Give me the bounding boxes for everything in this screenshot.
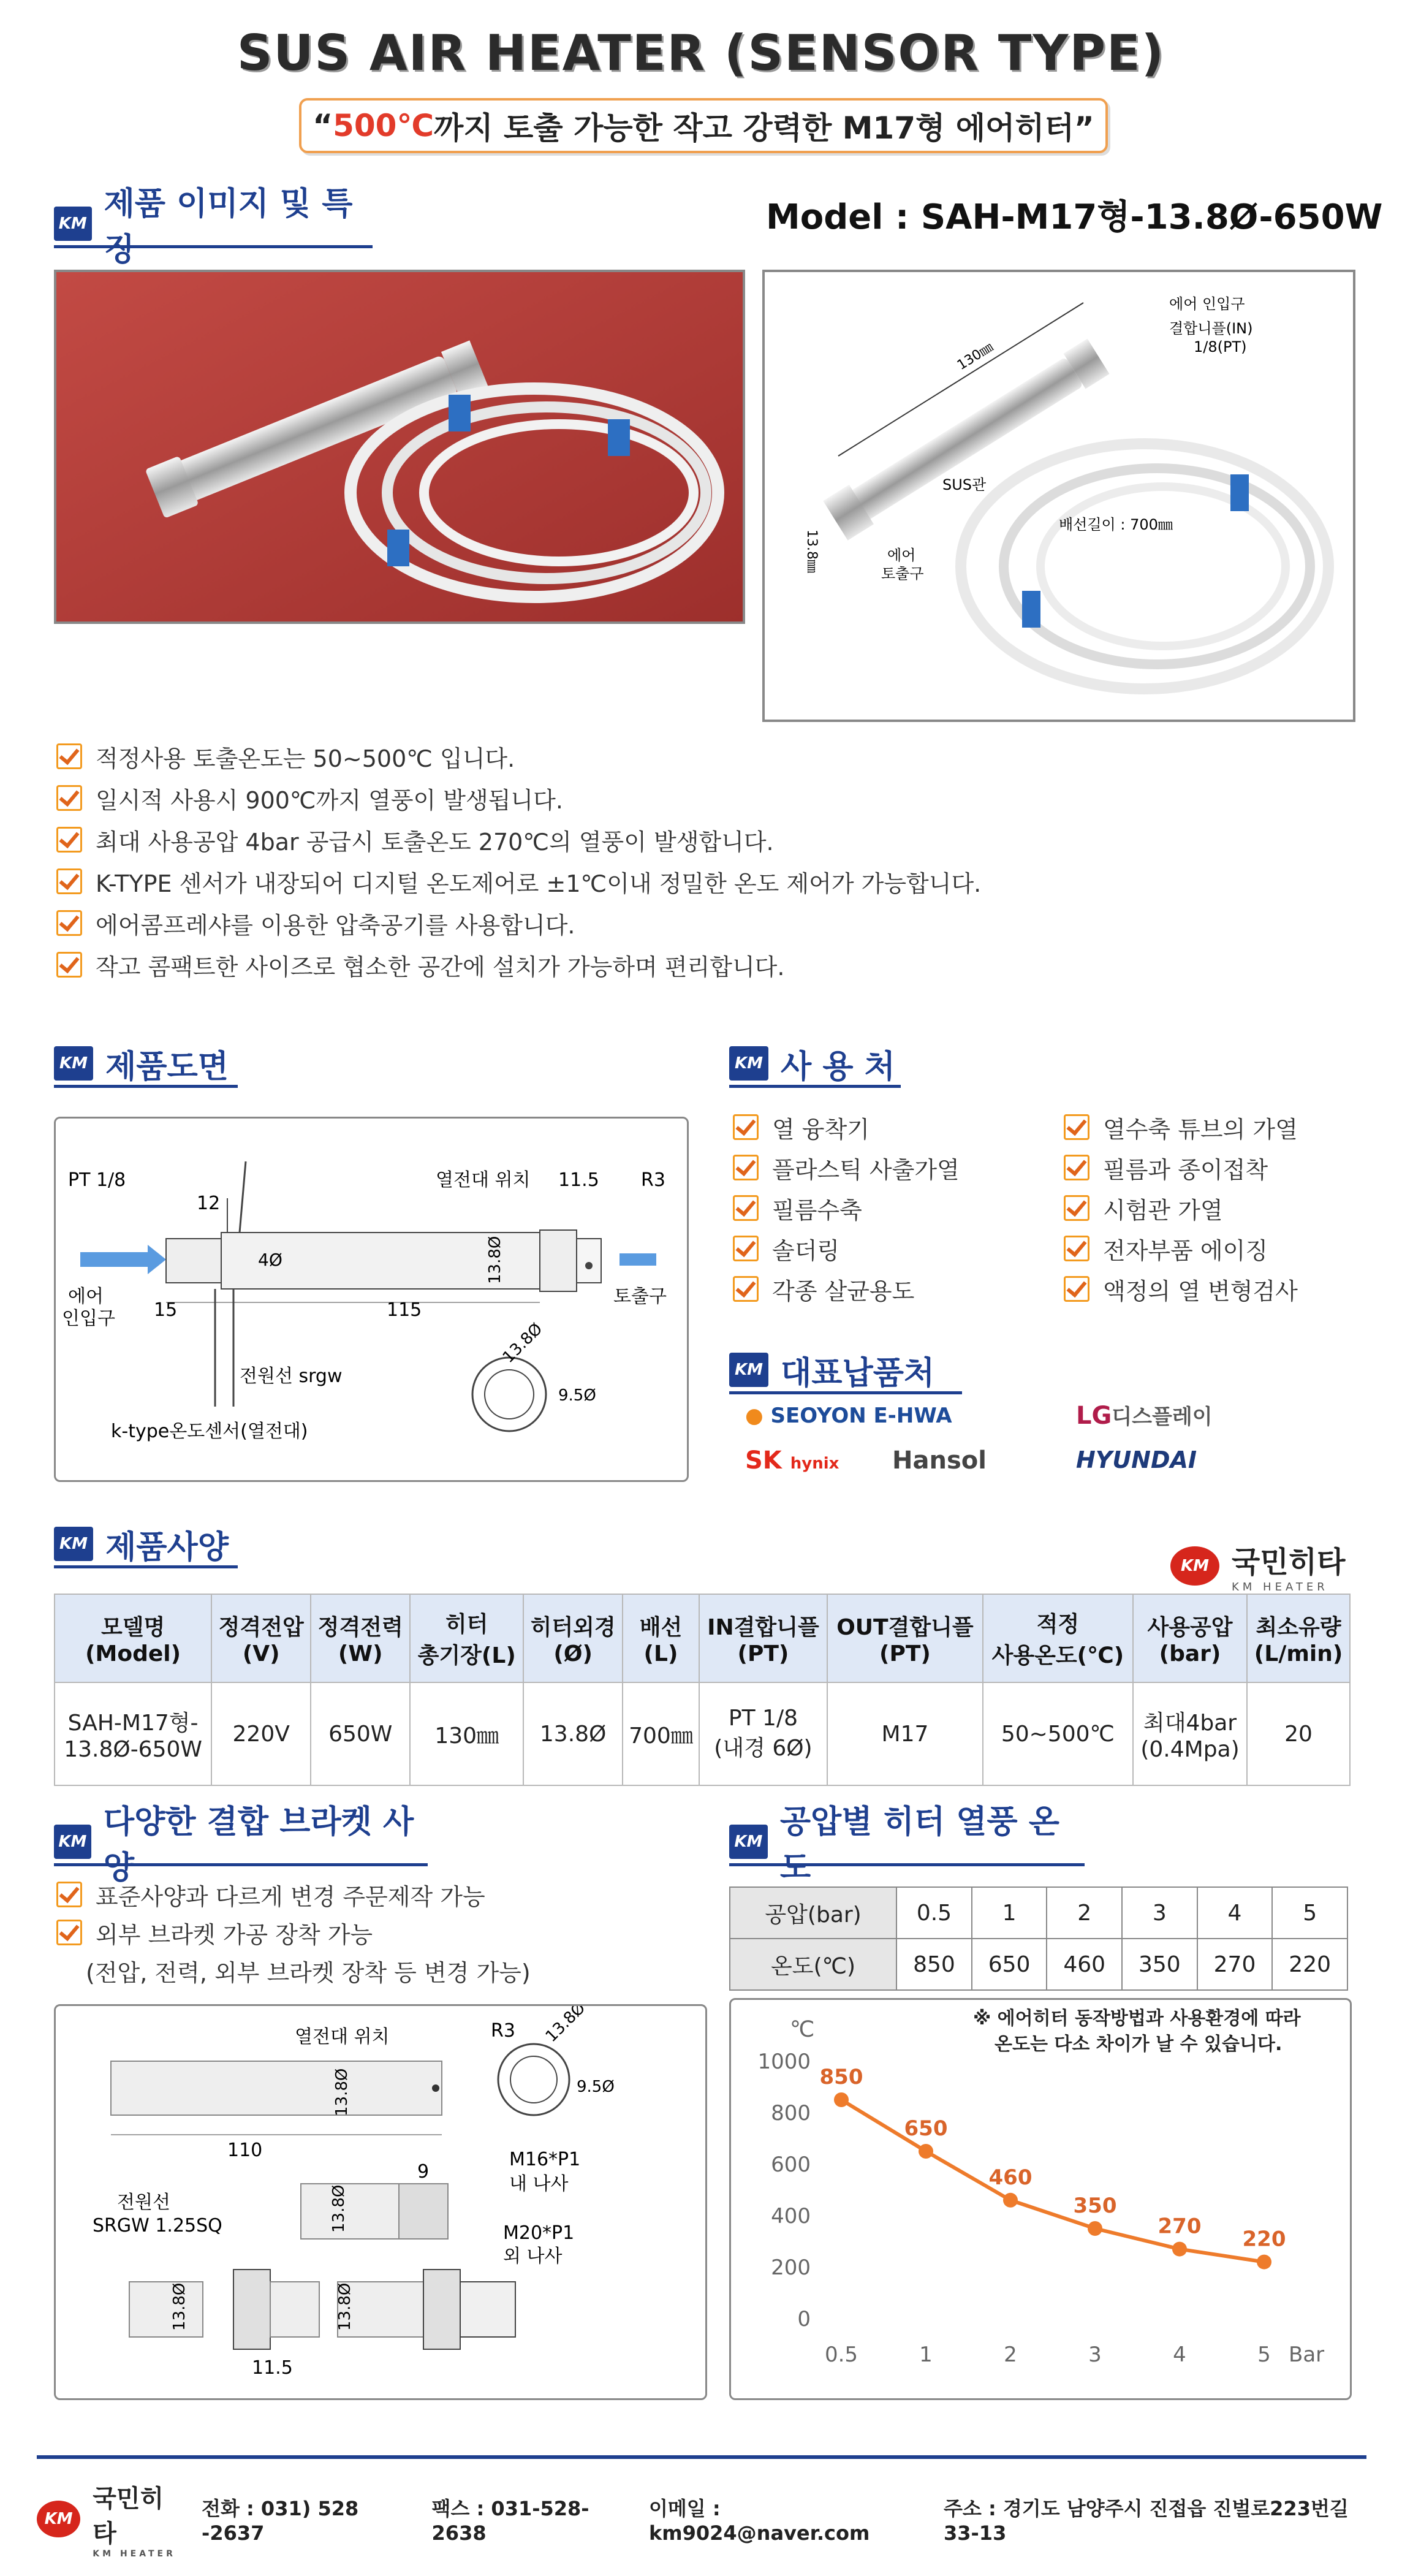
bracket-thermo-label: 열전대 위치	[295, 2026, 390, 2048]
seoyon-logo: ● SEOYON E-HWA	[745, 1404, 952, 1428]
chart-note-1: ※ 에어히터 동작방법과 사용환경에 따라	[973, 2008, 1301, 2029]
chart-x-tick: 4	[1173, 2342, 1186, 2367]
drawing-inlet-label-1: 에어	[68, 1286, 104, 1307]
drawing-13-8b-label: 13.8Ø	[499, 1320, 547, 1367]
bracket-9-5-label: 9.5Ø	[577, 2078, 615, 2096]
usage-section-header	[729, 1042, 901, 1088]
spec-header-cell: 배선 (L)	[623, 1594, 699, 1682]
feature-item: 작고 콤팩트한 사이즈로 협소한 공간에 설치가 가능하며 편리합니다.	[56, 944, 1343, 986]
drawing-thermo-label: 열전대 위치	[436, 1169, 531, 1191]
bracket-title: 다양한 결합 브라켓 사양	[103, 1804, 414, 1886]
chart-point	[1172, 2242, 1187, 2257]
drawing-13-8-label: 13.8Ø	[486, 1236, 504, 1284]
drawing-11-5-label: 11.5	[558, 1169, 599, 1191]
temp-bar-cell: 5	[1272, 1887, 1347, 1939]
temp-bar-cell: 0.5	[896, 1887, 972, 1939]
temp-bar-cell: 2	[1047, 1887, 1122, 1939]
spec-cell: 50~500℃	[983, 1682, 1133, 1785]
footer	[37, 2485, 1366, 2559]
drawing-section-header	[54, 1042, 238, 1088]
feature-list	[56, 735, 1343, 986]
photo-outlet-label-2: 토출구	[881, 565, 924, 582]
km-logo-icon: KM	[729, 1353, 768, 1387]
chart-data-label: 460	[988, 2165, 1033, 2190]
chart-point	[1257, 2255, 1271, 2270]
temp-bar-row	[730, 1887, 1347, 1939]
bracket-110-label: 110	[227, 2140, 263, 2161]
chart-data-label: 270	[1158, 2214, 1202, 2239]
chart-point	[1088, 2221, 1102, 2236]
page-title: SUS AIR HEATER (SENSOR TYPE)	[237, 25, 1165, 82]
chart-x-tick: 2	[1004, 2342, 1017, 2367]
footer-fax: 팩스 : 031-528-2638	[431, 2497, 589, 2545]
spec-section-header	[54, 1522, 238, 1568]
lg-display-logo: LG디스플레이	[1076, 1402, 1213, 1430]
photo-air-inlet-label: 에어 인입구	[1169, 295, 1245, 313]
chart-data-label: 850	[819, 2065, 863, 2089]
temp-bar-cell: 3	[1122, 1887, 1197, 1939]
bracket-13-8c-label: 13.8Ø	[333, 2068, 351, 2116]
brand-sub: KM HEATER	[1232, 1581, 1328, 1594]
km-logo-icon: KM	[729, 1825, 768, 1859]
client-logos	[745, 1404, 1346, 1495]
temp-section-header	[729, 1804, 1085, 1886]
feature-item: 에어콤프레샤를 이용한 압축공기를 사용합니다.	[56, 902, 1343, 944]
spec-header-cell: 최소유량 (L/min)	[1247, 1594, 1350, 1682]
product-photo-1-illustration	[56, 272, 743, 621]
spec-header-cell: 모델명 (Model)	[55, 1594, 211, 1682]
chart-x-tick: 5	[1257, 2342, 1271, 2367]
bracket-drawing	[54, 2004, 707, 2400]
temp-chart	[729, 1998, 1352, 2400]
check-icon	[733, 1236, 759, 1261]
sk-hynix-logo: SK hynix	[745, 1446, 839, 1475]
bracket-list	[56, 1875, 706, 1989]
check-icon	[56, 910, 82, 936]
temp-row-label: 공압(bar)	[730, 1887, 896, 1939]
temp-row-label: 온도(℃)	[730, 1939, 896, 1990]
km-logo-icon: KM	[1170, 1546, 1219, 1586]
photo-coupling-size-label: 1/8(PT)	[1194, 338, 1247, 355]
spec-header-cell: 적정 사용온도(℃)	[983, 1594, 1133, 1682]
check-icon	[733, 1155, 759, 1180]
spec-cell: PT 1/8 (내경 6Ø)	[699, 1682, 827, 1785]
chart-x-tick: 3	[1088, 2342, 1102, 2367]
spec-cell: 20	[1247, 1682, 1350, 1785]
check-icon	[56, 785, 82, 811]
drawing-12-label: 12	[197, 1193, 221, 1214]
bracket-13-8d-label: 13.8Ø	[330, 2184, 348, 2233]
footer-brand-sub: KM HEATER	[93, 2549, 176, 2559]
check-icon	[733, 1114, 759, 1140]
brand-logo	[1170, 1538, 1345, 1594]
bracket-m16b-label: 내 나사	[509, 2173, 569, 2195]
chart-y-tick: 800	[771, 2101, 811, 2126]
spec-cell: 220V	[211, 1682, 311, 1785]
hansol-logo: Hansol	[892, 1446, 987, 1475]
product-photo-1	[54, 270, 745, 624]
product-drawing	[54, 1117, 689, 1482]
spec-header-cell: 히터 총기장(L)	[410, 1594, 523, 1682]
drawing-outlet-label: 토출구	[613, 1286, 667, 1307]
bracket-section-header	[54, 1804, 428, 1886]
temp-value-cell: 850	[896, 1939, 972, 1990]
spec-cell: 13.8Ø	[523, 1682, 623, 1785]
bracket-wire-label-2: SRGW 1.25SQ	[93, 2215, 222, 2236]
spec-cell: 130㎜	[410, 1682, 523, 1785]
chart-y-tick: 1000	[757, 2050, 811, 2074]
usage-item: 솔더링	[733, 1228, 1064, 1269]
spec-cell: SAH-M17형- 13.8Ø-650W	[55, 1682, 211, 1785]
spec-data-row	[55, 1682, 1350, 1785]
usage-item: 열 융착기	[733, 1107, 1064, 1147]
bracket-r3-label: R3	[491, 2020, 515, 2042]
brand-name: 국민히타	[1232, 1545, 1346, 1579]
model-name: Model : SAH-M17형-13.8Ø-650W	[766, 197, 1383, 237]
temp-value-cell: 650	[972, 1939, 1047, 1990]
temp-chart-svg	[731, 2000, 1350, 2398]
check-icon	[1064, 1276, 1089, 1302]
check-icon	[56, 1882, 82, 1907]
bracket-9-label: 9	[417, 2161, 430, 2183]
check-icon	[1064, 1114, 1089, 1140]
drawing-sensor-label: k-type온도센서(열전대)	[111, 1421, 308, 1442]
drawing-pt-label: PT 1/8	[68, 1169, 126, 1191]
check-icon	[56, 1920, 82, 1945]
spec-title: 제품사양	[105, 1529, 229, 1566]
usage-item: 필름수축	[733, 1188, 1064, 1228]
photo-sus-label: SUS관	[942, 476, 987, 493]
hyundai-logo: HYUNDAI	[1076, 1446, 1197, 1473]
spec-header-cell: 정격전압 (V)	[211, 1594, 311, 1682]
product-photo-2	[762, 270, 1355, 722]
photo-coupling-label: 결합니플(IN)	[1169, 320, 1253, 337]
chart-ylabel: ℃	[790, 2017, 815, 2042]
temp-bar-cell: 4	[1197, 1887, 1273, 1939]
chart-note-2: 온도는 다소 차이가 날 수 있습니다.	[995, 2034, 1283, 2055]
temp-bar-cell: 1	[972, 1887, 1047, 1939]
usage-title: 사 용 처	[781, 1048, 895, 1085]
check-icon	[733, 1276, 759, 1302]
spec-cell: 700㎜	[623, 1682, 699, 1785]
spec-header-cell: IN결합니플 (PT)	[699, 1594, 827, 1682]
drawing-115-label: 115	[387, 1299, 422, 1321]
temp-title: 공압별 히터 열풍 온도	[779, 1804, 1059, 1886]
temp-table	[729, 1886, 1348, 1991]
chart-y-tick: 200	[771, 2255, 811, 2280]
chart-point	[919, 2144, 933, 2159]
product-drawing-svg	[56, 1119, 687, 1480]
check-icon	[56, 827, 82, 853]
usage-item: 각종 살균용도	[733, 1269, 1064, 1309]
chart-data-label: 350	[1073, 2194, 1117, 2218]
temp-value-row	[730, 1939, 1347, 1990]
check-icon	[1064, 1236, 1089, 1261]
usage-item: 필름과 종이접착	[1064, 1147, 1346, 1188]
usage-list	[733, 1107, 1346, 1309]
usage-item: 열수축 튜브의 가열	[1064, 1107, 1346, 1147]
km-logo-icon: KM	[54, 207, 92, 241]
bracket-m20-label: M20*P1	[503, 2222, 575, 2244]
feature-item: 최대 사용공압 4bar 공급시 토출온도 270℃의 열풍이 발생합니다.	[56, 819, 1343, 861]
usage-item: 시험관 가열	[1064, 1188, 1346, 1228]
temp-value-cell: 350	[1122, 1939, 1197, 1990]
drawing-r3-label: R3	[641, 1169, 665, 1191]
chart-y-tick: 600	[771, 2152, 811, 2177]
spec-cell: M17	[827, 1682, 983, 1785]
spec-header-cell: 사용공압 (bar)	[1133, 1594, 1247, 1682]
chart-x-tick: 0.5	[824, 2342, 858, 2367]
footer-divider	[37, 2455, 1366, 2459]
drawing-wire-label: 전원선 srgw	[240, 1366, 343, 1387]
temp-value-cell: 270	[1197, 1939, 1273, 1990]
check-icon	[56, 868, 82, 894]
subtitle-highlight: 500℃	[333, 108, 434, 143]
bracket-drawing-svg	[56, 2006, 705, 2398]
check-icon	[56, 743, 82, 769]
temp-table-wrap	[729, 1886, 1348, 1991]
product-photo-2-illustration	[765, 272, 1353, 720]
drawing-15-label: 15	[154, 1299, 178, 1321]
check-icon	[56, 952, 82, 978]
subtitle-box	[299, 98, 1108, 153]
chart-data-label: 220	[1242, 2227, 1286, 2252]
footer-brand: 국민히타	[93, 2485, 164, 2548]
chart-point	[1003, 2193, 1018, 2208]
bracket-m20b-label: 외 나사	[503, 2246, 563, 2267]
km-logo-icon: KM	[54, 1825, 91, 1859]
check-icon	[1064, 1195, 1089, 1221]
photo-wire-label: 배선길이 : 700㎜	[1059, 516, 1173, 533]
chart-y-axis	[757, 2050, 811, 2331]
bracket-note: (전압, 전력, 외부 브라켓 장착 등 변경 가능)	[86, 1959, 531, 1986]
bracket-13-8e-label: 13.8Ø	[170, 2282, 189, 2331]
features-title: 제품 이미지 및 특징	[104, 186, 353, 268]
spec-header-cell: OUT결합니플 (PT)	[827, 1594, 983, 1682]
chart-y-tick: 0	[797, 2307, 811, 2331]
bracket-13-8f-label: 13.8Ø	[336, 2282, 354, 2331]
usage-item: 전자부품 에이징	[1064, 1228, 1346, 1269]
temp-value-cell: 220	[1272, 1939, 1347, 1990]
footer-address: 주소 : 경기도 남양주시 진접읍 진벌로223번길 33-13	[943, 2497, 1349, 2545]
features-section-header	[54, 186, 373, 268]
footer-email: 이메일 : km9024@naver.com	[648, 2497, 870, 2545]
spec-header-cell: 히터외경 (Ø)	[523, 1594, 623, 1682]
km-logo-icon: KM	[54, 1527, 93, 1561]
bracket-11-5-label: 11.5	[252, 2357, 293, 2379]
seoyon-mark-icon: ●	[745, 1404, 764, 1428]
check-icon	[733, 1195, 759, 1221]
km-logo-icon: KM	[54, 1046, 93, 1081]
photo-outlet-label-1: 에어	[887, 547, 916, 564]
drawing-9-5-label: 9.5Ø	[558, 1386, 596, 1405]
feature-item: 일시적 사용시 900℃까지 열풍이 발생됩니다.	[56, 777, 1343, 819]
clients-title: 대표납품처	[781, 1354, 935, 1392]
spec-cell: 650W	[311, 1682, 410, 1785]
spec-table-wrap	[54, 1594, 1351, 1786]
check-icon	[1064, 1155, 1089, 1180]
chart-point	[834, 2092, 849, 2107]
chart-series	[820, 2065, 1286, 2270]
bracket-wire-label-1: 전원선	[117, 2192, 170, 2213]
temp-value-cell: 460	[1047, 1939, 1122, 1990]
bracket-m16-label: M16*P1	[509, 2149, 581, 2170]
usage-item: 플라스틱 사출가열	[733, 1147, 1064, 1188]
spec-cell: 최대4bar (0.4Mpa)	[1133, 1682, 1247, 1785]
drawing-inlet-label-2: 인입구	[62, 1308, 115, 1329]
usage-item: 액정의 열 변형검사	[1064, 1269, 1346, 1309]
chart-x-tick: 1	[919, 2342, 933, 2367]
bracket-item: 외부 브라켓 가공 장착 가능	[56, 1913, 706, 1951]
chart-data-label: 650	[904, 2116, 948, 2141]
km-logo-icon: KM	[729, 1046, 768, 1081]
spec-header-cell: 정격전력 (W)	[311, 1594, 410, 1682]
bracket-13-8-label: 13.8Ø	[542, 2006, 589, 2046]
photo-length-label: 130㎜	[954, 339, 996, 374]
clients-section-header	[729, 1348, 962, 1394]
photo-dia-label: 13.8㎜	[804, 530, 819, 573]
spec-table	[54, 1594, 1351, 1786]
spec-header-row	[55, 1594, 1350, 1682]
chart-x-axis	[825, 2342, 1271, 2367]
km-logo-icon: KM	[37, 2501, 80, 2537]
feature-item: K-TYPE 센서가 내장되어 디지털 온도제어로 ±1℃이내 정밀한 온도 제어가 가능합니다.	[56, 861, 1343, 902]
chart-xlabel: Bar	[1289, 2342, 1325, 2367]
subtitle-text: 까지 토출 가능한 작고 강력한 M17형 에어히터”	[434, 110, 1094, 146]
bracket-item: 표준사양과 다르게 변경 주문제작 가능	[56, 1875, 706, 1913]
footer-phone: 전화 : 031) 528 -2637	[202, 2497, 359, 2545]
subtitle-quote: “	[313, 108, 333, 143]
feature-item: 적정사용 토출온도는 50~500℃ 입니다.	[56, 735, 1343, 777]
drawing-4-label: 4Ø	[258, 1250, 282, 1270]
drawing-title: 제품도면	[105, 1048, 229, 1085]
chart-y-tick: 400	[771, 2204, 811, 2228]
